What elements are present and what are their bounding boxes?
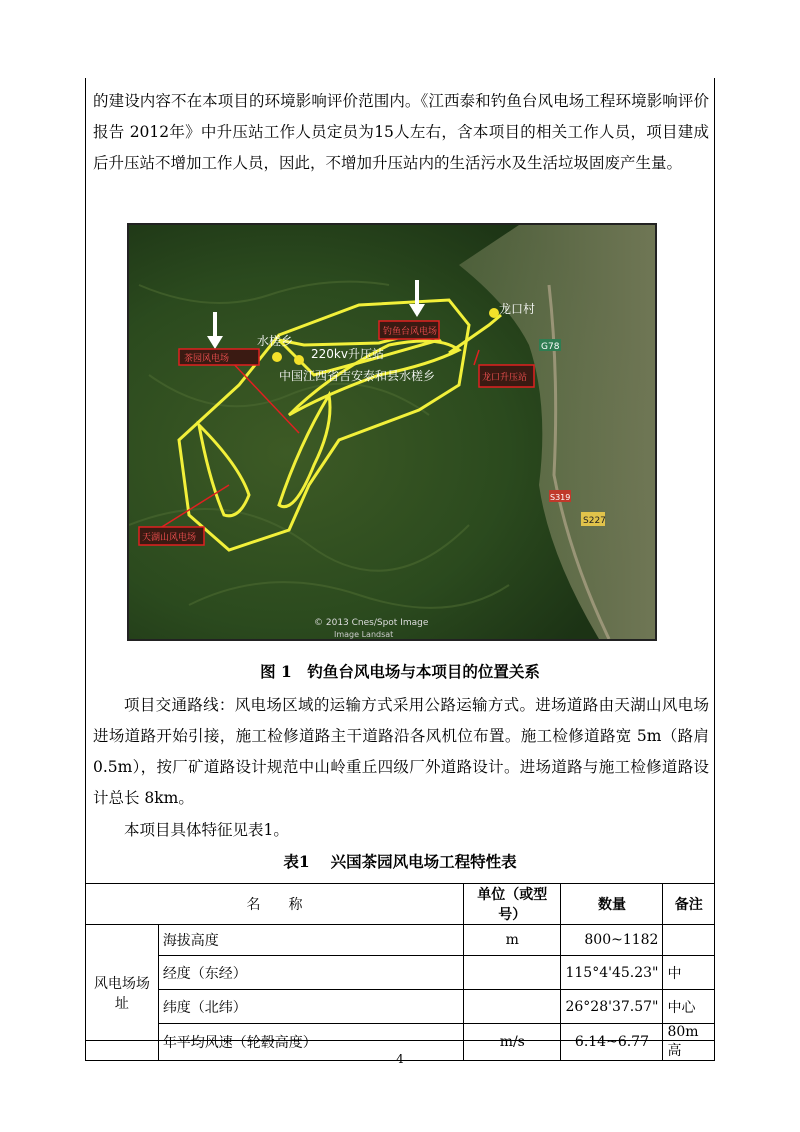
satellite-map-image: [129, 225, 655, 639]
transport-paragraph: 项目交通路线：风电场区域的运输方式采用公路运输方式。进场道路由天湖山风电场进场道路开始引接，施工检修道路主干道路沿各风机位布置。施工检修道路宽 5m（路肩 0.5m），按厂矿道路设计规范中山岭重丘四级厂外道路设计。进场道路与施工检修道路设计总长 8km。: [93, 696, 709, 807]
table-row: [86, 925, 715, 956]
map-label-village: 龙口村: [499, 302, 536, 316]
row-unit: m: [464, 925, 561, 956]
map-label-town: 水槎乡: [257, 334, 294, 348]
svg-text:天湖山风电场: 天湖山风电场: [142, 533, 197, 543]
map-credit-2: Image Landsat: [334, 630, 394, 639]
page-number: 4: [396, 1052, 404, 1066]
header-note: 备注: [663, 884, 715, 925]
road-shield-s1: S319: [550, 493, 571, 502]
row-name: 海拔高度: [158, 925, 463, 956]
road-shield-g: G78: [541, 342, 560, 352]
red-label-bottom: [139, 527, 204, 545]
red-label-right: [479, 365, 534, 387]
group-cell: 风电场场址: [86, 925, 159, 1061]
map-credit: © 2013 Cnes/Spot Image: [314, 618, 429, 628]
svg-text:钓鱼台风电场: 钓鱼台风电场: [383, 327, 438, 337]
row-note: 中心: [663, 990, 715, 1024]
table-title: 表1 兴国茶园风电场工程特性表: [283, 852, 517, 871]
location-map: [127, 223, 657, 641]
map-label-substation: 220kv升压站: [311, 347, 384, 361]
row-note: 80m高: [663, 1024, 715, 1061]
table-row: [86, 990, 715, 1024]
row-name: 经度（东经）: [158, 956, 463, 990]
row-unit: [464, 990, 561, 1024]
row-name: 纬度（北纬）: [158, 990, 463, 1024]
see-table-text: 本项目具体特征见表1。: [124, 821, 289, 839]
intro-paragraph: 的建设内容不在本项目的环境影响评价范围内。《江西泰和钓鱼台风电场工程环境影响评价报告 2012年》中升压站工作人员定员为15人左右，含本项目的相关工作人员，项目建成后升压站不增加工作人员，因此，不增加升压站内的生活污水及生活垃圾固废产生量。: [93, 92, 709, 172]
red-label-top: [379, 321, 439, 339]
row-name: 年平均风速（轮毂高度）: [158, 1024, 463, 1061]
header-unit: 单位（或型号）: [464, 884, 561, 925]
row-note: 中: [663, 956, 715, 990]
row-qty: 115°4'45.23": [561, 956, 663, 990]
header-name: 名 称: [86, 884, 464, 925]
table-header-row: [86, 884, 715, 925]
row-unit: m/s: [464, 1024, 561, 1061]
row-qty: 6.14~6.77: [561, 1024, 663, 1061]
row-unit: [464, 956, 561, 990]
row-qty: 800~1182: [561, 925, 663, 956]
spec-table: [85, 883, 715, 1061]
row-note: [663, 925, 715, 956]
figure-caption: 图 1 钓鱼台风电场与本项目的位置关系: [260, 662, 540, 681]
header-qty: 数量: [561, 884, 663, 925]
table-row: [86, 956, 715, 990]
svg-text:茶园风电场: 茶园风电场: [184, 354, 230, 364]
red-label-left: [179, 349, 259, 365]
road-shield-s2: S227: [583, 516, 606, 526]
svg-text:龙口升压站: 龙口升压站: [482, 373, 528, 383]
map-label-county: 中国江西省吉安泰和县水槎乡: [279, 369, 436, 383]
row-qty: 26°28'37.57": [561, 990, 663, 1024]
